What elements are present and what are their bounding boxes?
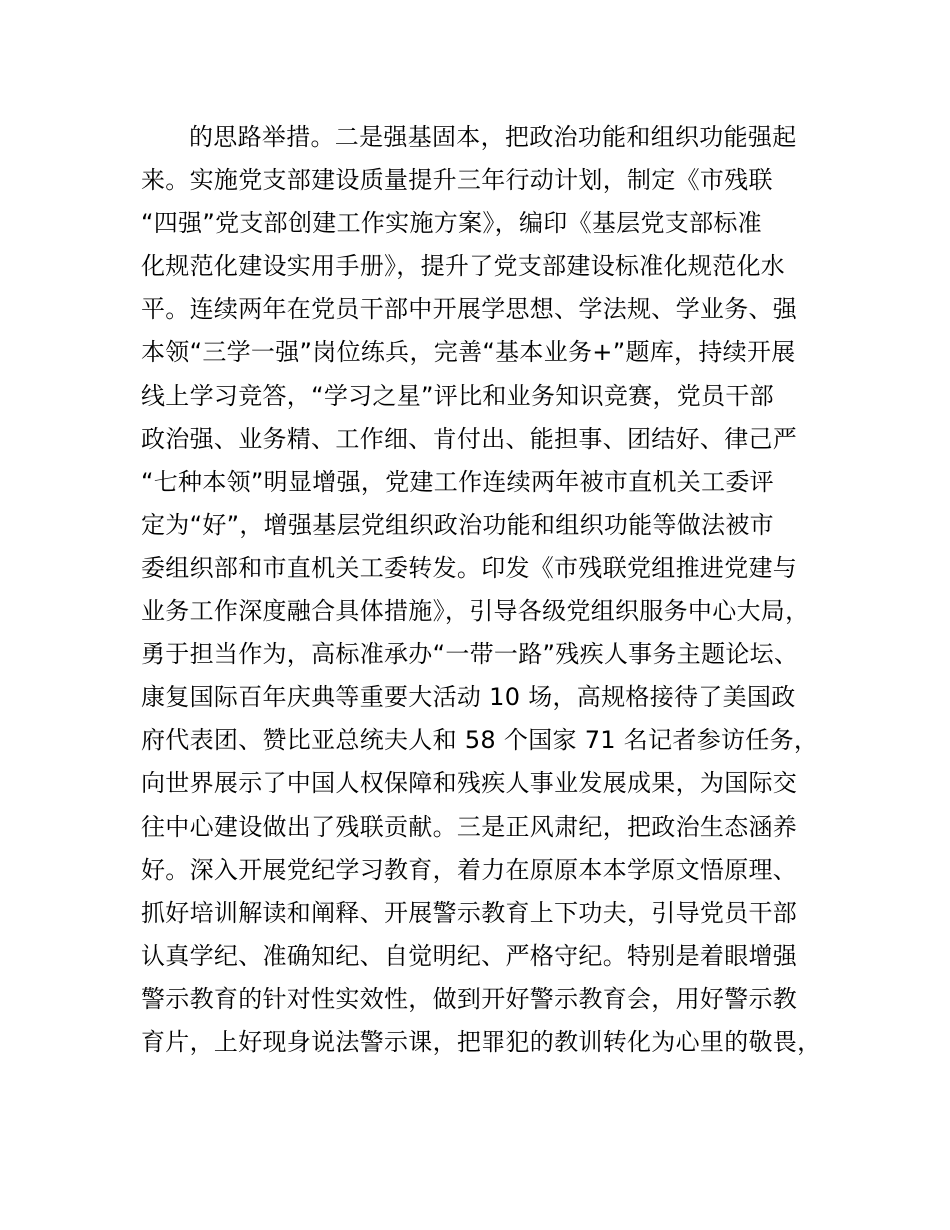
text-line: 定为“好”，增强基层党组织政治功能和组织功能等做法被市 (141, 510, 774, 539)
text-line: 的思路举措。二是强基固本，把政治功能和组织功能强起 (189, 123, 797, 151)
text-line: 化规范化建设实用手册》，提升了党支部建设标准化规范化水 (141, 252, 786, 281)
text-line: 好。深入开展党纪学习教育，着力在原原本本学原文悟原理、 (141, 855, 798, 884)
body-text (141, 116, 841, 1064)
text-line: 认真学纪、准确知纪、自觉明纪、严格守纪。特别是着眼增强 (141, 941, 798, 970)
text-line: 抓好培训解读和阐释、开展警示教育上下功夫，引导党员干部 (141, 898, 798, 927)
text-line: 育片，上好现身说法警示课，把罪犯的教训转化为心里的敬畏， (141, 1027, 822, 1056)
text-line: 来。实施党支部建设质量提升三年行动计划，制定《市残联 (141, 166, 773, 195)
text-line: 线上学习竞答，“学习之星”评比和业务知识竞赛，党员干部 (141, 381, 774, 410)
text-line: 勇于担当作为，高标准承办“一带一路”残疾人事务主题论坛、 (141, 640, 799, 669)
text-line: “七种本领”明显增强，党建工作连续两年被市直机关工委评 (141, 467, 774, 496)
text-line: 康复国际百年庆典等重要大活动 10 场，高规格接待了美国政 (141, 683, 796, 712)
text-line: 委组织部和市直机关工委转发。印发《市残联党组推进党建与 (141, 553, 798, 582)
text-line: 本领“三学一强”岗位练兵，完善“基本业务+”题库，持续开展 (141, 338, 796, 367)
text-line: 政治强、业务精、工作细、肯付出、能担事、团结好、律己严 (141, 424, 798, 453)
text-line: 府代表团、赞比亚总统夫人和 58 个国家 71 名记者参访任务， (141, 726, 819, 755)
text-line: 业务工作深度融合具体措施》，引导各级党组织服务中心大局， (141, 597, 810, 626)
text-line: 向世界展示了中国人权保障和残疾人事业发展成果，为国际交 (141, 769, 798, 798)
text-line: 警示教育的针对性实效性，做到开好警示教育会，用好警示教 (141, 984, 798, 1013)
text-line: “四强”党支部创建工作实施方案》，编印《基层党支部标准 (141, 209, 762, 238)
text-line: 往中心建设做出了残联贡献。三是正风肃纪，把政治生态涵养 (141, 812, 798, 841)
text-line: 平。连续两年在党员干部中开展学思想、学法规、学业务、强 (141, 295, 798, 324)
